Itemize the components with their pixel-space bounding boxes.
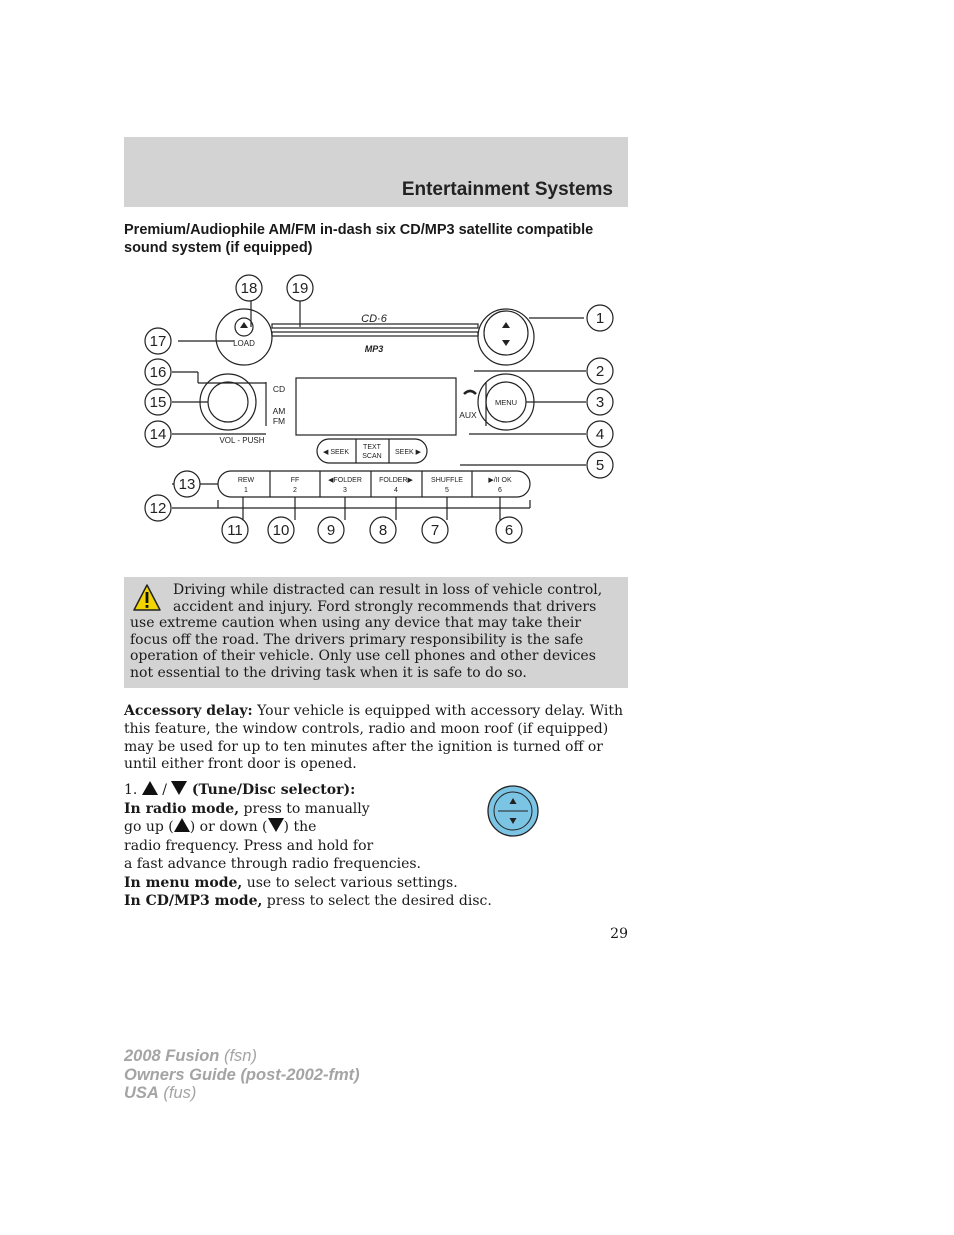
tune-disc-selector-item: 1. / (Tune/Disc selector): In radio mode, press to manually go up ( ) or down ( ) the radio frequency. Press and hold for a fast advance through radio frequencies. In menu mode, use to select various settings. In CD/MP3 mode, press to select the desired disc. — [124, 782, 492, 909]
callout-17: 17 — [149, 333, 167, 350]
down-arrow-icon — [171, 781, 187, 795]
scan-label: SCAN — [362, 453, 382, 460]
text-label: TEXT — [363, 444, 381, 451]
callout-2: 2 — [595, 363, 605, 380]
callout-12: 12 — [149, 500, 167, 517]
vol-label: VOL - PUSH — [219, 436, 265, 445]
callout-16: 16 — [149, 364, 167, 381]
up-arrow-icon — [142, 781, 158, 795]
callout-18: 18 — [240, 280, 258, 297]
cd-label: CD — [272, 384, 286, 394]
callout-9: 9 — [326, 522, 336, 539]
preset-3-top: ◀FOLDER — [328, 477, 362, 484]
preset-5-top: SHUFFLE — [431, 477, 463, 484]
header-band — [124, 137, 628, 207]
up-arrow-icon — [174, 818, 190, 832]
preset-3-num: 3 — [343, 487, 347, 494]
accessory-delay-paragraph: Accessory delay: Your vehicle is equipped with accessory delay. With this feature, the window controls, radio and moon roof (if equipped) may be used for up to ten minutes after the ignition is turned off or until either front door is opened. — [124, 703, 623, 773]
callout-15: 15 — [149, 394, 167, 411]
radio-diagram — [124, 270, 628, 550]
am-label: AM — [272, 406, 286, 416]
callout-7: 7 — [430, 522, 440, 539]
preset-2-top: FF — [290, 477, 300, 484]
load-button-outline — [216, 309, 272, 365]
seek-left-label: ◀ SEEK — [322, 449, 350, 456]
callout-6: 6 — [504, 522, 514, 539]
preset-5-num: 5 — [445, 487, 449, 494]
preset-1-top: REW — [237, 477, 255, 484]
footer: 2008 Fusion (fsn) Owners Guide (post-2002-fmt) USA (fus) — [124, 1047, 360, 1102]
callout-5: 5 — [595, 457, 605, 474]
down-arrow-icon — [268, 818, 284, 832]
menu-label: MENU — [494, 398, 518, 407]
callout-3: 3 — [595, 394, 605, 411]
fm-label: FM — [272, 416, 286, 426]
callout-1: 1 — [595, 310, 605, 327]
preset-4-top: FOLDER▶ — [379, 477, 413, 484]
cd-logo: CD·6 — [361, 313, 387, 325]
page-number: 29 — [610, 926, 628, 942]
callout-13: 13 — [178, 476, 196, 493]
callout-19: 19 — [291, 280, 309, 297]
callout-10: 10 — [272, 522, 290, 539]
callout-11: 11 — [227, 522, 243, 539]
warning-box — [124, 577, 628, 688]
load-label: LOAD — [233, 339, 255, 348]
aux-label: AUX — [459, 410, 477, 420]
preset-1-num: 1 — [244, 487, 248, 494]
warning-text: Driving while distracted can result in loss of vehicle control, accident and injury. Ford strongly recommends that drivers use extreme caution when using any device that may take their focus off the road. The drivers primary responsibility is the safe operation of their vehicle. Only use cell phones and other devices not essential to the driving task when it is safe to do so. — [130, 582, 603, 681]
callout-14: 14 — [149, 426, 167, 443]
preset-6-top: ▶/II OK — [488, 477, 512, 484]
section-title: Entertainment Systems — [401, 179, 613, 200]
preset-4-num: 4 — [394, 487, 398, 494]
accessory-delay-label: Accessory delay: — [124, 703, 253, 719]
tune-knob-icon — [486, 784, 540, 838]
callout-8: 8 — [378, 522, 388, 539]
subheading: Premium/Audiophile AM/FM in-dash six CD/MP3 satellite compatible sound system (if equipped) — [124, 222, 594, 256]
mp3-logo: MP3 — [364, 344, 384, 354]
callout-4: 4 — [595, 426, 605, 443]
preset-6-num: 6 — [498, 487, 502, 494]
preset-2-num: 2 — [293, 487, 297, 494]
seek-right-label: SEEK ▶ — [394, 449, 422, 456]
